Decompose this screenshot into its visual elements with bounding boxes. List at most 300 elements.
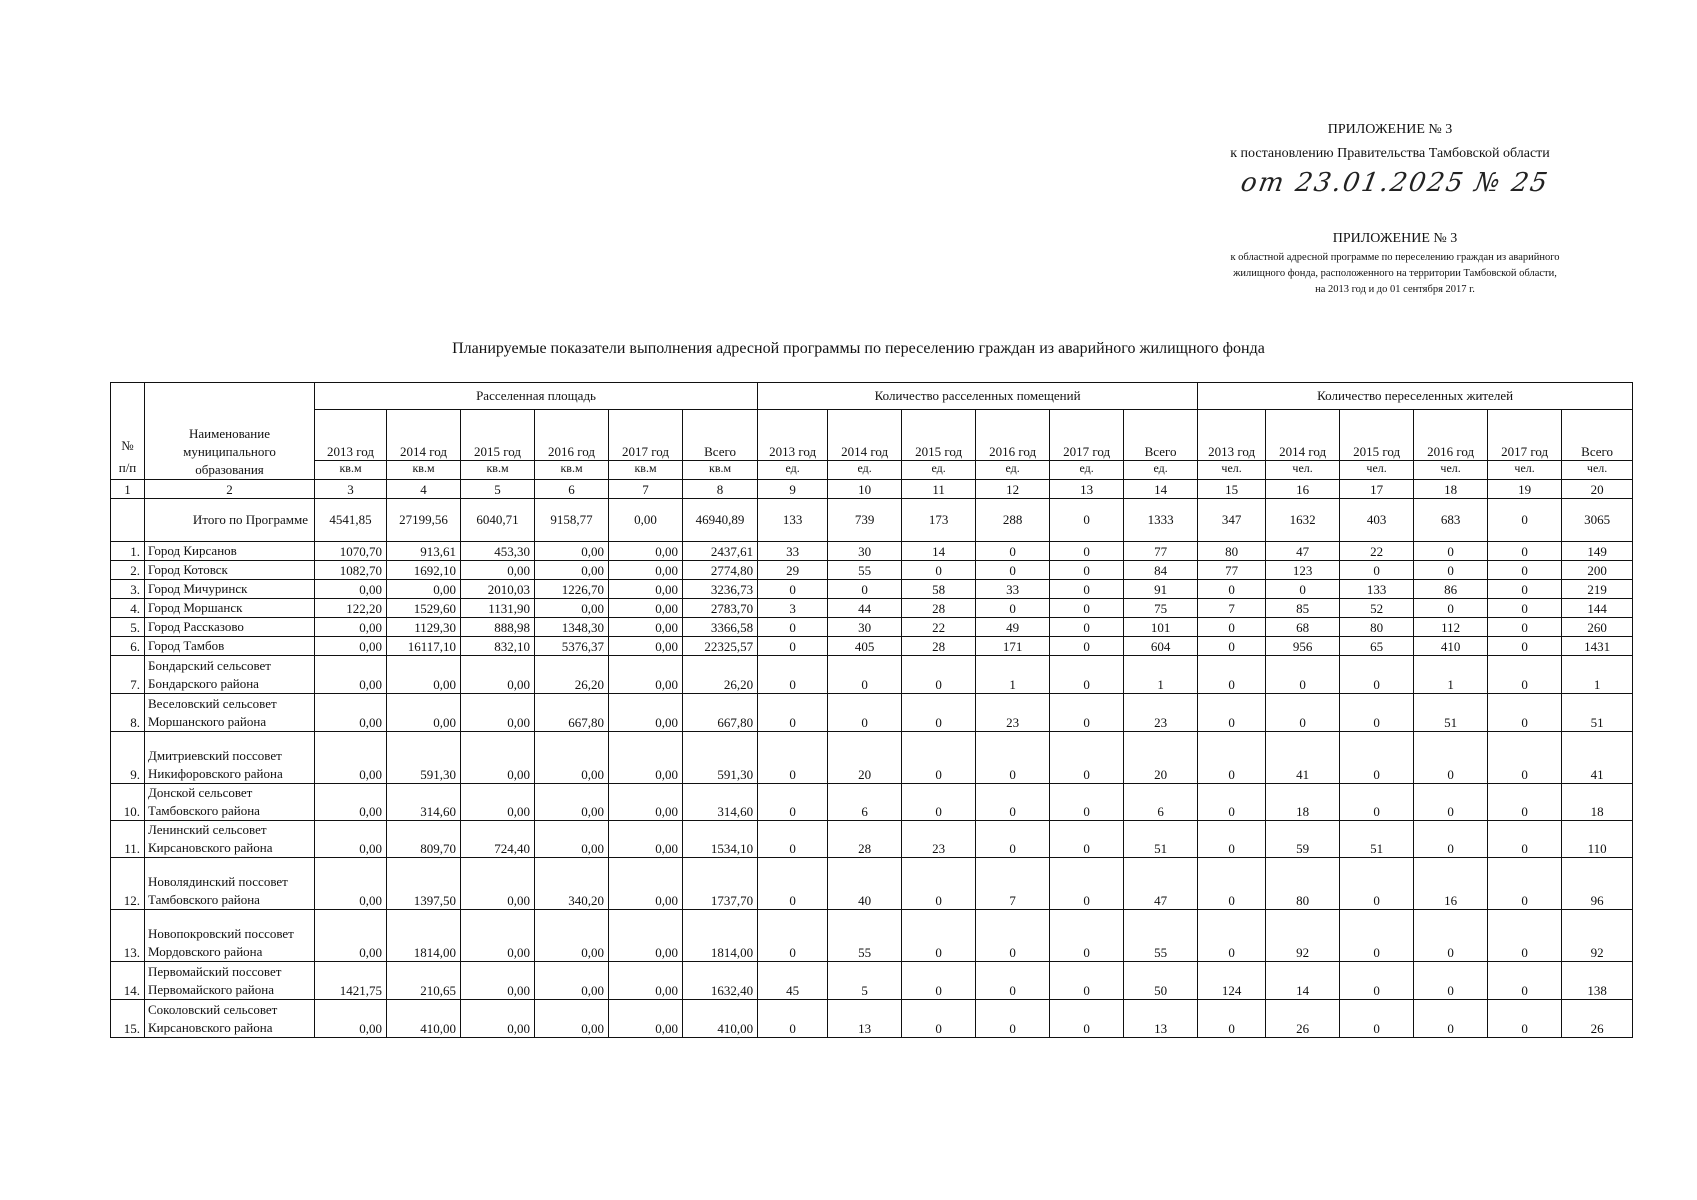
table-cell: 1397,50 [387,858,461,910]
total-value-cell: 4541,85 [315,499,387,542]
municipality-name: Бондарский сельсовет Бондарского района [145,656,315,694]
table-cell: 55 [1124,910,1198,962]
table-cell: 0 [1414,732,1488,784]
table-cell: 0 [1488,694,1562,732]
unit-area: кв.м [609,461,683,480]
table-cell: 210,65 [387,962,461,1000]
people-total: Всего [1562,410,1633,461]
table-cell: 5376,37 [535,637,609,656]
group-people-header: Количество переселенных жителей [1198,383,1633,410]
table-cell: 0 [1198,910,1266,962]
column-index-cell: 19 [1488,480,1562,499]
table-cell: 3366,58 [683,618,758,637]
table-cell: 1529,60 [387,599,461,618]
table-cell: 0,00 [315,732,387,784]
table-cell: 0,00 [387,656,461,694]
people-year-2013: 2013 год [1198,410,1266,461]
column-index-cell: 3 [315,480,387,499]
table-cell: 0 [1488,784,1562,821]
table-cell: 0,00 [535,732,609,784]
table-cell: 0,00 [609,599,683,618]
table-cell: 77 [1124,542,1198,561]
municipality-name: Город Кирсанов [145,542,315,561]
table-cell: 22 [902,618,976,637]
table-cell: 0 [1050,542,1124,561]
table-cell: 0,00 [461,962,535,1000]
row-number: 10. [111,784,145,821]
table-cell: 16 [1414,858,1488,910]
unit-rooms: ед. [1050,461,1124,480]
table-cell: 0 [1050,561,1124,580]
table-cell: 0 [758,637,828,656]
table-cell: 0 [1198,656,1266,694]
row-number: 2. [111,561,145,580]
table-cell: 52 [1340,599,1414,618]
unit-people: чел. [1414,461,1488,480]
municipality-name: Соколовский сельсовет Кирсановского района [145,1000,315,1038]
unit-rooms: ед. [1124,461,1198,480]
table-cell: 0 [976,732,1050,784]
table-cell: 40 [828,858,902,910]
table-cell: 171 [976,637,1050,656]
table-cell: 410 [1414,637,1488,656]
row-number: 12. [111,858,145,910]
table-cell: 0 [1050,821,1124,858]
table-row [111,580,1633,599]
table-cell: 23 [1124,694,1198,732]
table-cell: 138 [1562,962,1633,1000]
rooms-total: Всего [1124,410,1198,461]
table-row [111,858,1633,910]
municipality-name: Первомайский поссовет Первомайского района [145,962,315,1000]
table-cell: 0,00 [609,784,683,821]
table-cell: 0,00 [461,656,535,694]
table-cell: 0,00 [315,784,387,821]
table-cell: 0 [1488,858,1562,910]
table-row [111,637,1633,656]
table-cell: 0 [1050,732,1124,784]
table-cell: 0,00 [535,1000,609,1038]
table-cell: 0 [976,962,1050,1000]
table-cell: 0 [976,821,1050,858]
total-no-cell [111,499,145,542]
table-cell: 314,60 [387,784,461,821]
table-cell: 92 [1562,910,1633,962]
municipality-name: Новопокровский поссовет Мордовского района [145,910,315,962]
row-number: 14. [111,962,145,1000]
table-cell: 0 [1414,599,1488,618]
table-cell: 0 [758,784,828,821]
table-cell: 0 [902,1000,976,1038]
table-cell: 101 [1124,618,1198,637]
table-cell: 0 [1414,784,1488,821]
table-cell: 0,00 [609,821,683,858]
table-cell: 809,70 [387,821,461,858]
table-cell: 956 [1266,637,1340,656]
row-number: 6. [111,637,145,656]
table-cell: 0 [902,784,976,821]
table-cell: 0 [1488,732,1562,784]
table-cell: 0 [1198,618,1266,637]
table-cell: 1421,75 [315,962,387,1000]
table-cell: 0 [1050,910,1124,962]
table-cell: 124 [1198,962,1266,1000]
unit-header-row [111,461,1633,480]
table-row [111,542,1633,561]
row-number: 7. [111,656,145,694]
table-cell: 0 [1488,618,1562,637]
column-index-cell: 2 [145,480,315,499]
table-cell: 0,00 [535,784,609,821]
people-year-2014: 2014 год [1266,410,1340,461]
appendix-header-decree [1180,118,1600,198]
column-index-cell: 12 [976,480,1050,499]
table-cell: 149 [1562,542,1633,561]
municipality-name: Веселовский сельсовет Моршанского района [145,694,315,732]
appendix-title: ПРИЛОЖЕНИЕ № 3 [1327,122,1453,137]
col-name-header: Наименование муниципального образования [145,383,315,480]
table-cell: 75 [1124,599,1198,618]
table-cell: 0 [758,732,828,784]
table-cell: 0 [1488,656,1562,694]
area-year-2013: 2013 год [315,410,387,461]
table-cell: 0 [902,732,976,784]
table-cell: 5 [828,962,902,1000]
table-cell: 0 [1198,784,1266,821]
column-index-cell: 8 [683,480,758,499]
table-cell: 80 [1340,618,1414,637]
table-cell: 0 [1050,1000,1124,1038]
table-cell: 0 [1340,656,1414,694]
table-cell: 41 [1266,732,1340,784]
row-number: 8. [111,694,145,732]
program-appendix-line2: жилищного фонда, расположенного на территории Тамбовской области, [1233,268,1557,279]
table-cell: 23 [976,694,1050,732]
municipality-name: Дмитриевский поссовет Никифоровского района [145,732,315,784]
table-cell: 1070,70 [315,542,387,561]
table-cell: 1 [1562,656,1633,694]
table-cell: 405 [828,637,902,656]
table-row [111,656,1633,694]
group-area-header: Расселенная площадь [315,383,758,410]
table-cell: 0 [976,910,1050,962]
table-cell: 112 [1414,618,1488,637]
table-cell: 1131,90 [461,599,535,618]
group-rooms-header: Количество расселенных помещений [758,383,1198,410]
table-cell: 0,00 [315,858,387,910]
table-cell: 51 [1414,694,1488,732]
table-cell: 0 [828,656,902,694]
total-value-cell: 46940,89 [683,499,758,542]
indicators-table [110,382,1633,1038]
table-cell: 22325,57 [683,637,758,656]
table-cell: 0 [1198,821,1266,858]
table-row [111,1000,1633,1038]
table-cell: 591,30 [387,732,461,784]
table-cell: 13 [828,1000,902,1038]
handwritten-date-number: от 23.01.2025 № 25 [1238,168,1552,198]
column-index-row [111,480,1633,499]
table-cell: 133 [1340,580,1414,599]
table-cell: 667,80 [683,694,758,732]
column-index-cell: 13 [1050,480,1124,499]
table-cell: 14 [902,542,976,561]
table-cell: 7 [976,858,1050,910]
total-value-cell: 0 [1050,499,1124,542]
table-cell: 0 [1340,784,1414,821]
table-cell: 0 [1266,694,1340,732]
table-cell: 47 [1266,542,1340,561]
table-cell: 0 [1050,618,1124,637]
table-cell: 0 [1050,858,1124,910]
table-cell: 1814,00 [387,910,461,962]
table-cell: 410,00 [683,1000,758,1038]
table-cell: 1226,70 [535,580,609,599]
table-cell: 0,00 [461,732,535,784]
column-index-cell: 6 [535,480,609,499]
column-index-cell: 10 [828,480,902,499]
table-cell: 0 [1488,910,1562,962]
program-appendix-line3: на 2013 год и до 01 сентября 2017 г. [1315,284,1475,295]
table-cell: 0,00 [609,1000,683,1038]
table-cell: 0 [1414,821,1488,858]
table-cell: 0 [902,561,976,580]
table-cell: 144 [1562,599,1633,618]
table-cell: 13 [1124,1000,1198,1038]
total-value-cell: 288 [976,499,1050,542]
column-index-cell: 17 [1340,480,1414,499]
table-cell: 0 [902,910,976,962]
table-cell: 0 [976,1000,1050,1038]
table-cell: 0 [828,694,902,732]
table-cell: 0 [1198,858,1266,910]
row-number: 13. [111,910,145,962]
col-no-label-b: п/п [118,460,137,475]
table-cell: 110 [1562,821,1633,858]
total-value-cell: 3065 [1562,499,1633,542]
table-cell: 16117,10 [387,637,461,656]
table-cell: 0 [902,656,976,694]
table-cell: 0,00 [609,618,683,637]
table-cell: 0 [1488,580,1562,599]
table-cell: 0 [1340,694,1414,732]
people-year-2016: 2016 год [1414,410,1488,461]
table-cell: 340,20 [535,858,609,910]
table-cell: 1431 [1562,637,1633,656]
table-cell: 0,00 [315,637,387,656]
table-cell: 0,00 [609,561,683,580]
table-cell: 28 [828,821,902,858]
total-value-cell: 739 [828,499,902,542]
rooms-year-2017: 2017 год [1050,410,1124,461]
table-cell: 0 [1198,694,1266,732]
table-cell: 0,00 [609,580,683,599]
program-appendix-line1: к областной адресной программе по переселению граждан из аварийного [1230,252,1560,263]
table-cell: 58 [902,580,976,599]
table-cell: 49 [976,618,1050,637]
table-cell: 7 [1198,599,1266,618]
table-cell: 30 [828,542,902,561]
table-cell: 33 [758,542,828,561]
table-cell: 219 [1562,580,1633,599]
table-row [111,694,1633,732]
table-cell: 0,00 [609,962,683,1000]
table-cell: 59 [1266,821,1340,858]
municipality-name: Новолядинский поссовет Тамбовского района [145,858,315,910]
table-cell: 0,00 [461,910,535,962]
municipality-name: Город Моршанск [145,599,315,618]
area-year-2017: 2017 год [609,410,683,461]
table-cell: 0 [1488,542,1562,561]
table-cell: 0 [976,599,1050,618]
table-cell: 0 [1488,599,1562,618]
table-row [111,910,1633,962]
table-cell: 26 [1562,1000,1633,1038]
appendix-subtitle: к постановлению Правительства Тамбовской области [1230,146,1550,161]
column-index-cell: 16 [1266,480,1340,499]
year-header-row [111,410,1633,461]
row-number: 5. [111,618,145,637]
table-cell: 44 [828,599,902,618]
table-cell: 0,00 [315,580,387,599]
table-cell: 80 [1266,858,1340,910]
column-index-cell: 7 [609,480,683,499]
table-cell: 91 [1124,580,1198,599]
table-cell: 0 [1340,1000,1414,1038]
table-cell: 3 [758,599,828,618]
table-cell: 0,00 [535,910,609,962]
table-cell: 1 [1124,656,1198,694]
municipality-name: Донской сельсовет Тамбовского района [145,784,315,821]
table-cell: 0,00 [315,910,387,962]
table-cell: 724,40 [461,821,535,858]
table-cell: 0,00 [315,1000,387,1038]
table-cell: 68 [1266,618,1340,637]
table-cell: 0,00 [609,694,683,732]
table-cell: 0 [758,821,828,858]
table-cell: 0 [1340,732,1414,784]
table-cell: 314,60 [683,784,758,821]
table-cell: 3236,73 [683,580,758,599]
table-cell: 1 [1414,656,1488,694]
table-cell: 55 [828,910,902,962]
column-index-cell: 11 [902,480,976,499]
municipality-name: Ленинский сельсовет Кирсановского района [145,821,315,858]
table-row [111,962,1633,1000]
table-cell: 0 [828,580,902,599]
area-total: Всего [683,410,758,461]
table-cell: 0 [1198,580,1266,599]
table-cell: 0,00 [461,784,535,821]
document-title: Планируемые показатели выполнения адресной программы по переселению граждан из аварийного жилищного фонда [452,340,1265,357]
table-cell: 0,00 [535,542,609,561]
table-cell: 0 [758,656,828,694]
unit-people: чел. [1266,461,1340,480]
column-index-cell: 5 [461,480,535,499]
table-cell: 1 [976,656,1050,694]
column-index-cell: 14 [1124,480,1198,499]
area-year-2014: 2014 год [387,410,461,461]
table-cell: 0 [1488,821,1562,858]
rooms-year-2013: 2013 год [758,410,828,461]
table-row [111,784,1633,821]
total-value-cell: 0 [1488,499,1562,542]
column-index-cell: 15 [1198,480,1266,499]
total-value-cell: 9158,77 [535,499,609,542]
unit-area: кв.м [535,461,609,480]
table-cell: 453,30 [461,542,535,561]
table-cell: 0,00 [461,858,535,910]
table-cell: 0 [1488,962,1562,1000]
table-cell: 0 [1050,637,1124,656]
table-cell: 1082,70 [315,561,387,580]
table-cell: 0 [902,694,976,732]
table-cell: 2783,70 [683,599,758,618]
table-cell: 0 [976,561,1050,580]
table-cell: 0 [1050,656,1124,694]
row-number: 15. [111,1000,145,1038]
table-cell: 0 [1414,542,1488,561]
table-cell: 832,10 [461,637,535,656]
table-cell: 85 [1266,599,1340,618]
table-cell: 0 [1340,910,1414,962]
table-cell: 45 [758,962,828,1000]
table-cell: 0 [902,858,976,910]
table-cell: 96 [1562,858,1633,910]
table-cell: 0,00 [461,561,535,580]
table-cell: 0 [1198,732,1266,784]
table-cell: 55 [828,561,902,580]
table-cell: 20 [1124,732,1198,784]
column-index-cell: 9 [758,480,828,499]
table-cell: 84 [1124,561,1198,580]
unit-rooms: ед. [828,461,902,480]
municipality-name: Город Мичуринск [145,580,315,599]
table-cell: 0,00 [461,1000,535,1038]
column-index-cell: 1 [111,480,145,499]
column-index-cell: 18 [1414,480,1488,499]
table-cell: 0 [1050,962,1124,1000]
total-value-cell: 347 [1198,499,1266,542]
area-year-2015: 2015 год [461,410,535,461]
rooms-year-2015: 2015 год [902,410,976,461]
table-cell: 0 [1050,580,1124,599]
unit-area: кв.м [461,461,535,480]
table-cell: 0,00 [535,599,609,618]
table-cell: 0 [1340,858,1414,910]
table-cell: 26,20 [683,656,758,694]
rooms-year-2014: 2014 год [828,410,902,461]
table-cell: 0 [1050,599,1124,618]
table-cell: 0,00 [609,542,683,561]
unit-people: чел. [1198,461,1266,480]
table-cell: 410,00 [387,1000,461,1038]
table-cell: 0,00 [609,910,683,962]
unit-area: кв.м [315,461,387,480]
row-number: 11. [111,821,145,858]
table-cell: 0,00 [315,618,387,637]
table-cell: 0 [1266,580,1340,599]
table-cell: 0 [1198,1000,1266,1038]
table-cell: 1737,70 [683,858,758,910]
table-cell: 667,80 [535,694,609,732]
table-cell: 0,00 [609,656,683,694]
column-index-cell: 20 [1562,480,1633,499]
table-cell: 22 [1340,542,1414,561]
table-cell: 18 [1562,784,1633,821]
table-row [111,618,1633,637]
table-cell: 18 [1266,784,1340,821]
